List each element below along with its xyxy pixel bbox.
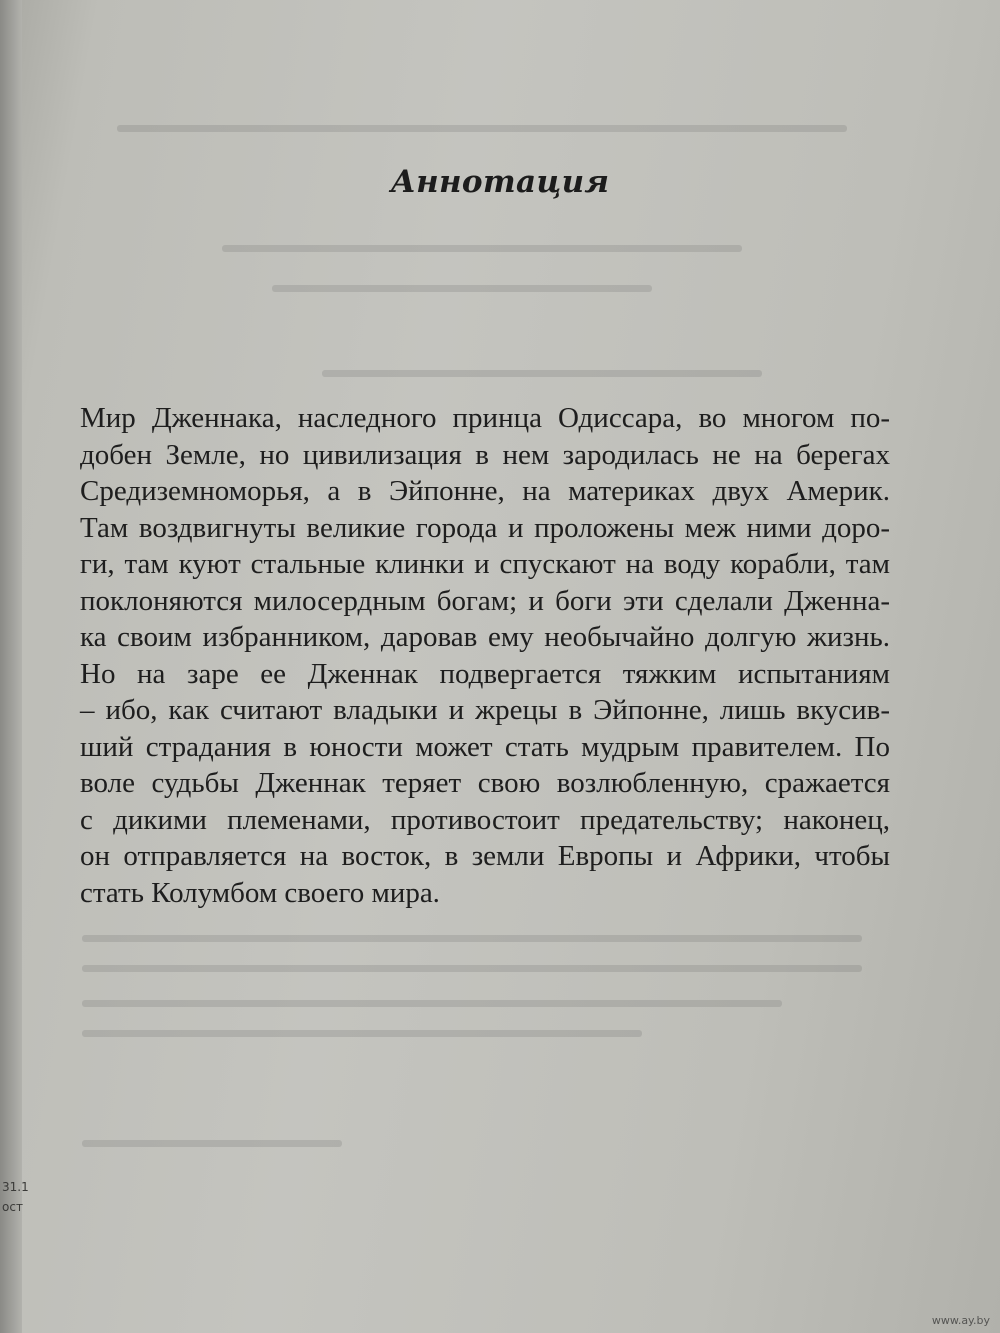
text-line: с дикими племенами, противостоит предательству; наконец,: [80, 803, 890, 836]
text-line: стать Колумбом своего мира.: [80, 876, 440, 909]
text-line: Средиземноморья, а в Эйпонне, на материках двух Америк.: [80, 475, 890, 507]
show-through-line: [82, 1000, 782, 1007]
show-through-line: [82, 1140, 342, 1147]
annotation-paragraph: [80, 400, 890, 911]
text-line: Там воздвигнуты великие города и проложены меж ними доро-: [80, 511, 890, 544]
margin-mark: 31.1: [2, 1180, 29, 1194]
show-through-line: [82, 965, 862, 972]
show-through-line: [322, 370, 762, 377]
text-line: ший страдания в юности может стать мудрым правителем. По: [80, 730, 890, 763]
show-through-line: [272, 285, 652, 292]
text-line: Мир Дженнака, наследного принца Одиссара, во многом по-: [80, 402, 890, 434]
book-spine-edge: [0, 0, 22, 1333]
margin-mark: ост: [2, 1200, 23, 1214]
show-through-line: [117, 125, 847, 132]
text-line: добен Земле, но цивилизация в нем зародилась не на берегах: [80, 438, 890, 471]
text-line: ка своим избранником, даровав ему необычайно долгую жизнь.: [80, 621, 890, 653]
page-title: Аннотация: [390, 163, 610, 200]
text-line: – ибо, как считают владыки и жрецы в Эйпонне, лишь вкусив-: [80, 694, 890, 726]
show-through-line: [82, 1030, 642, 1037]
text-line: поклоняются милосердным богам; и боги эти сделали Дженна-: [80, 584, 890, 617]
book-page: [2, 0, 1000, 1333]
text-line: он отправляется на восток, в земли Европы и Африки, чтобы: [80, 840, 890, 872]
show-through-line: [82, 935, 862, 942]
text-line: воле судьбы Дженнак теряет свою возлюбленную, сражается: [80, 767, 890, 799]
show-through-line: [222, 245, 742, 252]
text-line: Но на заре ее Дженнак подвергается тяжким испытаниям: [80, 657, 890, 690]
watermark: www.ay.by: [931, 1314, 990, 1327]
text-line: ги, там куют стальные клинки и спускают на воду корабли, там: [80, 548, 890, 580]
